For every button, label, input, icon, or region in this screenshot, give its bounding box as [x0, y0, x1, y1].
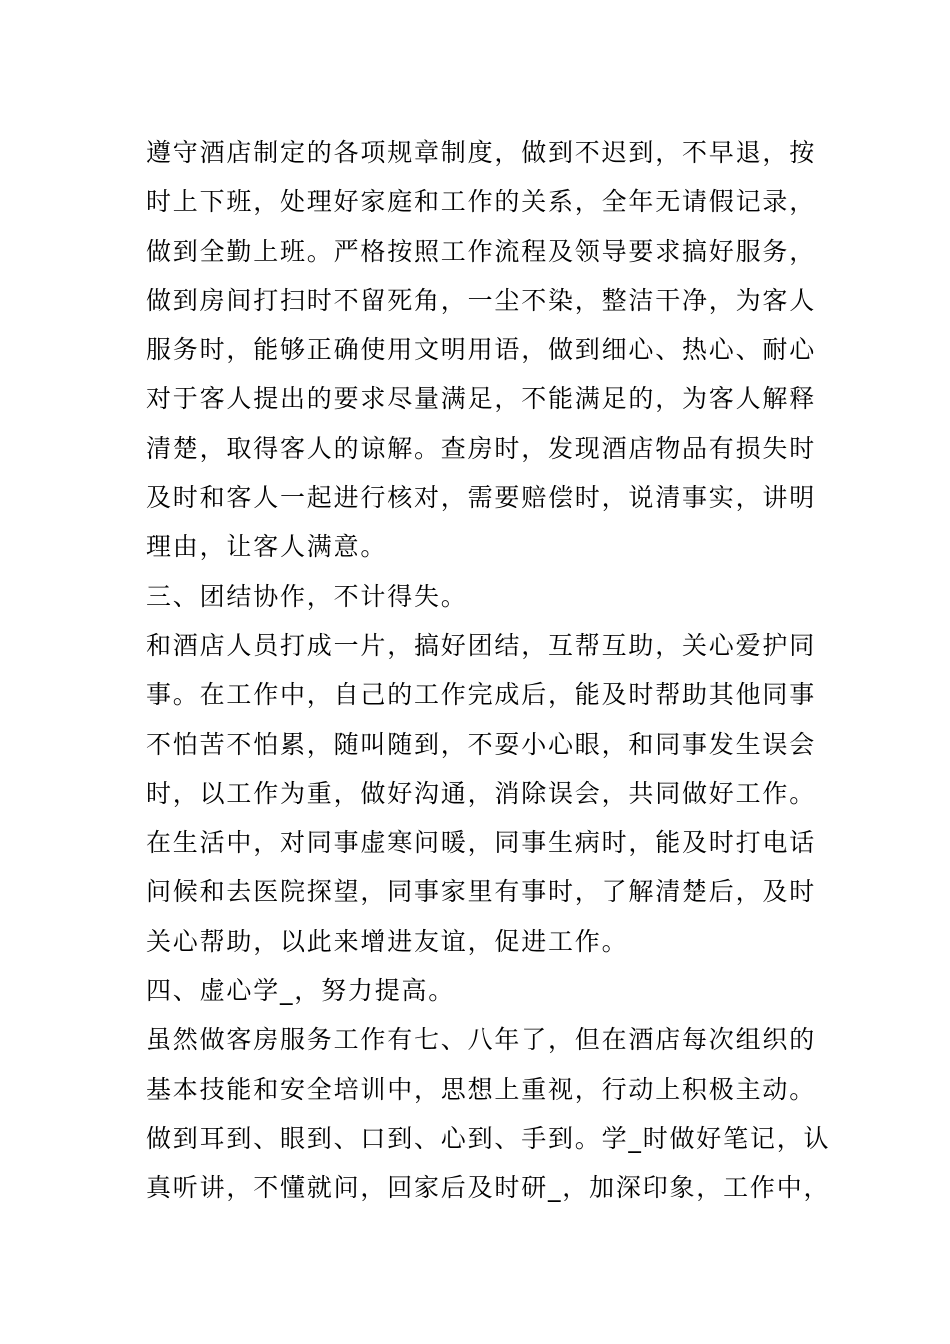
text-line: 做到全勤上班。严格按照工作流程及领导要求搞好服务， — [146, 236, 817, 266]
text-line: 不怕苦不怕累，随叫随到，不耍小心眼，和同事发生误会 — [146, 729, 817, 759]
text-line: 和酒店人员打成一片，搞好团结，互帮互助，关心爱护同 — [146, 630, 817, 660]
text-line: 清楚，取得客人的谅解。查房时，发现酒店物品有损失时 — [146, 433, 817, 463]
text-line: 问候和去医院探望，同事家里有事时，了解清楚后，及时 — [146, 877, 817, 907]
text-line: 遵守酒店制定的各项规章制度，做到不迟到，不早退，按 — [146, 138, 817, 167]
text-line: 时，以工作为重，做好沟通，消除误会，共同做好工作。 — [146, 778, 817, 808]
body-text — [146, 128, 831, 1213]
text-line: 理由，让客人满意。 — [146, 532, 388, 562]
text-line: 虽然做客房服务工作有七、八年了，但在酒店每次组织的 — [146, 1025, 817, 1055]
text-line: 及时和客人一起进行核对，需要赔偿时，说清事实，讲明 — [146, 483, 817, 513]
section-heading: 三、团结协作，不计得失。 — [146, 581, 468, 611]
text-line: 在生活中，对同事虚寒问暖，同事生病时，能及时打电话 — [146, 828, 817, 858]
text-line: 做到房间打扫时不留死角，一尘不染，整洁干净，为客人 — [146, 285, 817, 315]
text-line: 关心帮助，以此来增进友谊，促进工作。 — [146, 926, 629, 956]
text-line: 基本技能和安全培训中，思想上重视，行动上积极主动。 — [146, 1074, 817, 1104]
section-heading: 四、虚心学_，努力提高。 — [146, 976, 456, 1006]
text-line: 事。在工作中，自己的工作完成后，能及时帮助其他同事 — [146, 680, 817, 710]
text-line: 时上下班，处理好家庭和工作的关系，全年无请假记录， — [146, 187, 817, 217]
text-line: 对于客人提出的要求尽量满足，不能满足的，为客人解释 — [146, 384, 817, 414]
text-line: 做到耳到、眼到、口到、心到、手到。学_时做好笔记，认 — [146, 1123, 831, 1153]
text-line: 服务时，能够正确使用文明用语，做到细心、热心、耐心 — [146, 335, 817, 365]
text-line: 真听讲，不懂就问，回家后及时研_，加深印象，工作中， — [146, 1173, 831, 1203]
